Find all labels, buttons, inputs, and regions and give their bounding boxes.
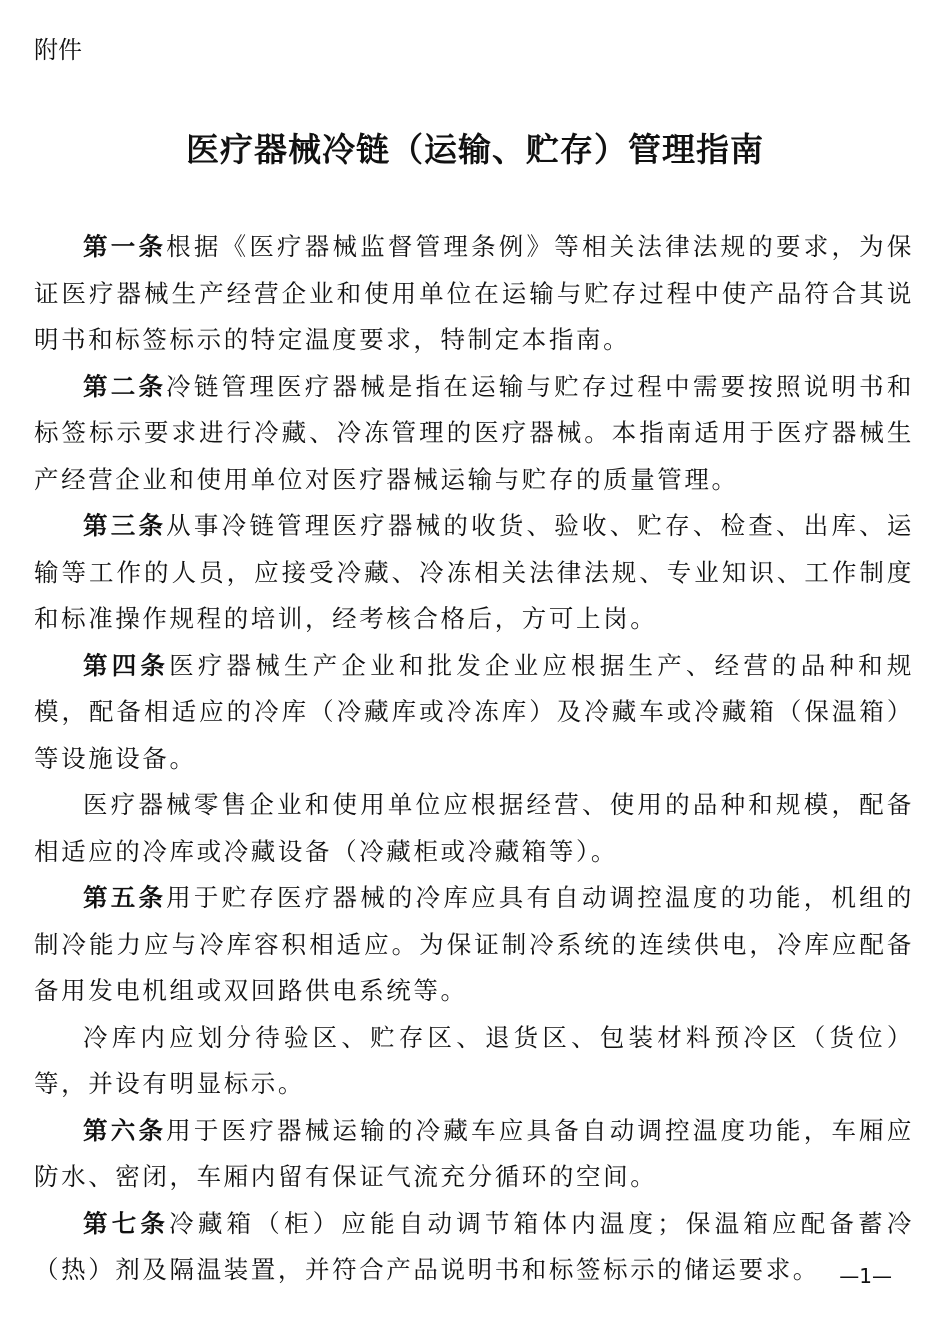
article-text: 从事冷链管理医疗器械的收货、验收、贮存、检查、出库、运输等工作的人员，应接受冷藏、冷冻相关法律法规、专业知识、工作制度和标准操作规程的培训，经考核合格后，方可上岗。 (34, 511, 914, 633)
article-text: 医疗器械零售企业和使用单位应根据经营、使用的品种和规模，配备相适应的冷库或冷藏设备（冷藏柜或冷藏箱等）。 (34, 790, 914, 866)
article-text: 根据《医疗器械监督管理条例》等相关法律法规的要求，为保证医疗器械生产经营企业和使用单位在运输与贮存过程中使产品符合其说明书和标签标示的特定温度要求，特制定本指南。 (34, 232, 914, 354)
article-text: 冷藏箱（柜）应能自动调节箱体内温度；保温箱应配备蓄冷（热）剂及隔温装置，并符合产品说明书和标签标示的储运要求。 (34, 1208, 914, 1284)
article-heading: 第三条 (83, 511, 167, 540)
article-1 (34, 224, 914, 364)
article-4 (34, 643, 914, 783)
article-text: 医疗器械生产企业和批发企业应根据生产、经营的品种和规模，配备相适应的冷库（冷藏库或冷冻库）及冷藏车或冷藏箱（保温箱）等设施设备。 (34, 650, 914, 773)
article-2 (34, 364, 914, 504)
article-4-continued (34, 782, 914, 875)
article-text: 用于医疗器械运输的冷藏车应具备自动调控温度功能，车厢应防水、密闭，车厢内留有保证气流充分循环的空间。 (34, 1115, 914, 1191)
article-6 (34, 1108, 914, 1201)
article-5-continued (34, 1015, 914, 1108)
article-heading: 第五条 (83, 883, 167, 912)
article-5 (34, 875, 914, 1015)
article-heading: 第一条 (83, 232, 167, 261)
article-heading: 第二条 (83, 371, 167, 401)
annex-label: 附件 (34, 36, 82, 64)
page-number: —1— (839, 1264, 892, 1288)
document-title: 医疗器械冷链（运输、贮存）管理指南 (186, 130, 764, 169)
document-body (34, 224, 914, 1294)
article-heading: 第六条 (83, 1115, 167, 1145)
article-7 (34, 1201, 914, 1294)
article-text: 冷库内应划分待验区、贮存区、退货区、包装材料预冷区（货位）等，并设有明显标示。 (34, 1022, 914, 1098)
article-3 (34, 503, 914, 643)
article-text: 冷链管理医疗器械是指在运输与贮存过程中需要按照说明书和标签标示要求进行冷藏、冷冻管理的医疗器械。本指南适用于医疗器械生产经营企业和使用单位对医疗器械运输与贮存的质量管理。 (34, 371, 914, 494)
article-heading: 第四条 (83, 650, 170, 680)
article-text: 用于贮存医疗器械的冷库应具有自动调控温度的功能，机组的制冷能力应与冷库容积相适应。为保证制冷系统的连续供电，冷库应配备备用发电机组或双回路供电系统等。 (34, 883, 914, 1005)
article-heading: 第七条 (83, 1208, 170, 1238)
